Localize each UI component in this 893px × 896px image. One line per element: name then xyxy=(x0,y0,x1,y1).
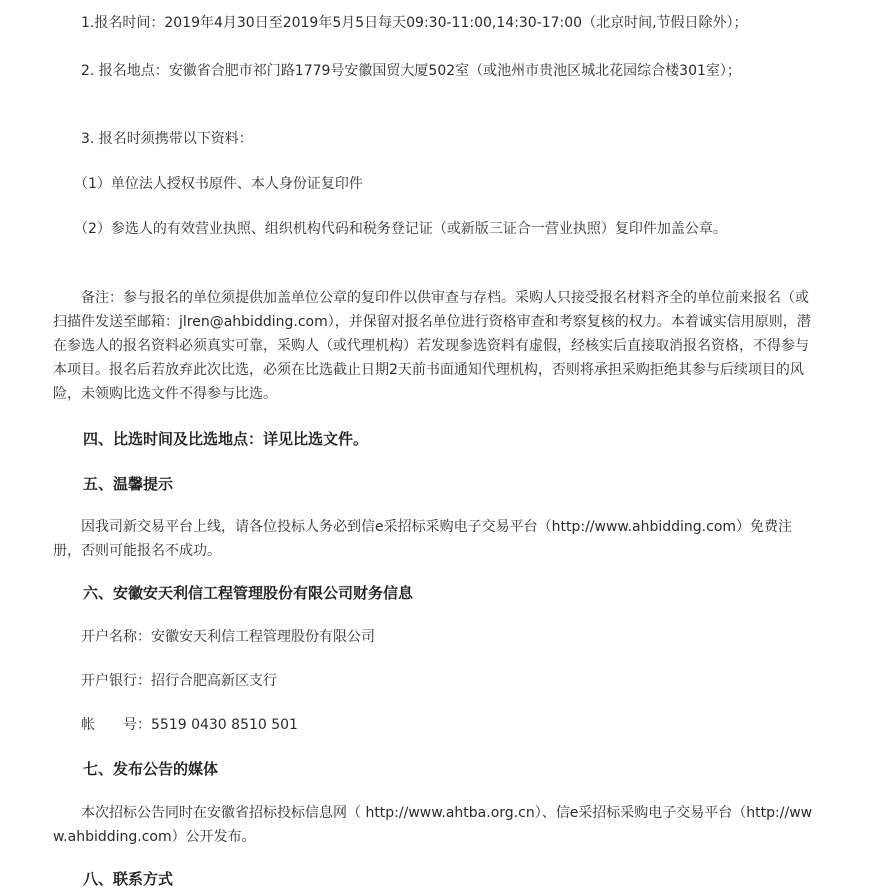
section-5-body: 因我司新交易平台上线，请各位投标人务必到信e采招标采购电子交易平台（http://www.ahbidding.com）免费注册，否则可能报名不成功。 xyxy=(53,519,793,559)
section-8-heading: 八、联系方式 xyxy=(53,870,174,888)
account-number: 帐 号：5519 0430 8510 501 xyxy=(53,717,298,733)
section-5-heading: 五、温馨提示 xyxy=(53,475,174,493)
registration-time: 1.报名时间：2019年4月30日至2019年5月5日每天09:30-11:00,14:30-17:00（北京时间,节假日除外）； xyxy=(53,15,748,31)
section-7-heading: 七、发布公告的媒体 xyxy=(53,760,219,778)
account-name: 开户名称：安徽安天利信工程管理股份有限公司 xyxy=(53,629,375,645)
section-4-heading: 四、比选时间及比选地点：详见比选文件。 xyxy=(53,430,369,448)
required-document-1: （1）单位法人授权书原件、本人身份证复印件 xyxy=(53,176,363,192)
registration-place: 2. 报名地点：安徽省合肥市祁门路1779号安徽国贸大厦502室（或池州市贵池区城北花园综合楼301室）； xyxy=(53,63,741,79)
section-6-heading: 六、安徽安天利信工程管理股份有限公司财务信息 xyxy=(53,584,414,602)
bank-name: 开户银行：招行合肥高新区支行 xyxy=(53,673,277,689)
registration-documents-intro: 3. 报名时须携带以下资料： xyxy=(53,131,253,147)
registration-remark: 备注：参与报名的单位须提供加盖单位公章的复印件以供审查与存档。采购人只接受报名材料齐全的单位前来报名（或扫描件发送至邮箱：jlren@ahbidding.com），并保留对报名单位进行资格审查和考察复核的权力。本着诚实信用原则，潜在参选人的报名资料必须真实可靠，采购人（或代理机构）若发现参选资料有虚假，经核实后直接取消报名资格，不得参与本项目。报名后若放弃此次比选，必须在比选截止日期2天前书面通知代理机构，否则将承担采购拒绝其参与后续项目的风险，未领购比选文件不得参与比选。 xyxy=(53,290,811,402)
required-document-2: （2）参选人的有效营业执照、组织机构代码和税务登记证（或新版三证合一营业执照）复印件加盖公章。 xyxy=(53,221,727,237)
section-7-body: 本次招标公告同时在安徽省招标投标信息网（ http://www.ahtba.org.cn）、信e采招标采购电子交易平台（http://www.ahbidding.com）公开发布。 xyxy=(53,805,813,845)
